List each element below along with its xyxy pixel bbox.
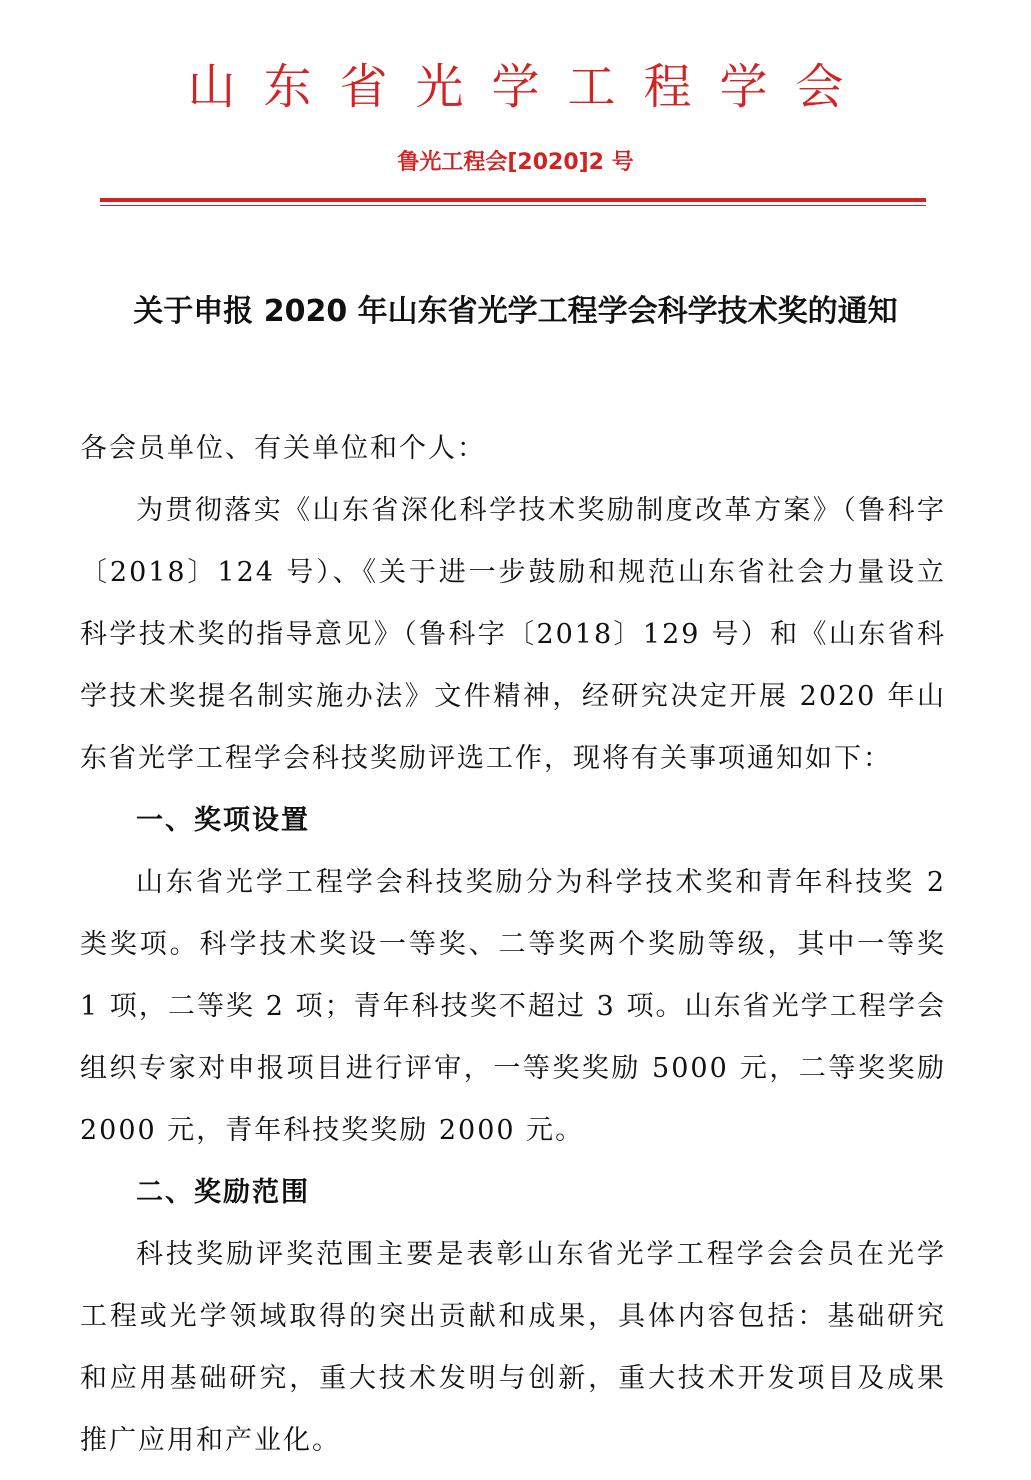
section-heading-awards: 一、奖项设置 xyxy=(136,805,310,836)
organization-name: 山东省光学工程学会 xyxy=(187,59,872,115)
section-heading-scope: 二、奖励范围 xyxy=(136,1177,310,1208)
intro-paragraph: 为贯彻落实《山东省深化科学技术奖励制度改革方案》（鲁科字〔2018〕124 号）、《关于进一步鼓励和规范山东省社会力量设立科学技术奖的指导意见》（鲁科字〔2018〕129 号）和《山东省科学技术奖提名制实施办法》文件精神，经研究决定开展 2020 年山东省光学工程学会科技奖励评选工作，现将有关事项通知如下： xyxy=(80,495,946,774)
document-number: 鲁光工程会[2020]2 号 xyxy=(397,150,634,175)
red-header-rule xyxy=(100,198,926,206)
section-text-awards: 山东省光学工程学会科技奖励分为科学技术奖和青年科技奖 2 类奖项。科学技术奖设一等奖、二等奖两个奖励等级，其中一等奖 1 项，二等奖 2 项；青年科技奖不超过 3 项。山东省光学工程学会组织专家对申报项目进行评审，一等奖奖励 5000 元，二等奖奖励 2000 元，青年科技奖奖励 2000 元。 xyxy=(80,867,946,1146)
salutation: 各会员单位、有关单位和个人： xyxy=(80,433,486,464)
section-text-scope: 科技奖励评奖范围主要是表彰山东省光学工程学会会员在光学工程或光学领域取得的突出贡献和成果，具体内容包括：基础研究和应用基础研究，重大技术发明与创新，重大技术开发项目及成果推广应用和产业化。 xyxy=(80,1239,946,1456)
notice-title: 关于申报 2020 年山东省光学工程学会科学技术奖的通知 xyxy=(133,294,898,329)
notice-body xyxy=(80,418,946,1472)
